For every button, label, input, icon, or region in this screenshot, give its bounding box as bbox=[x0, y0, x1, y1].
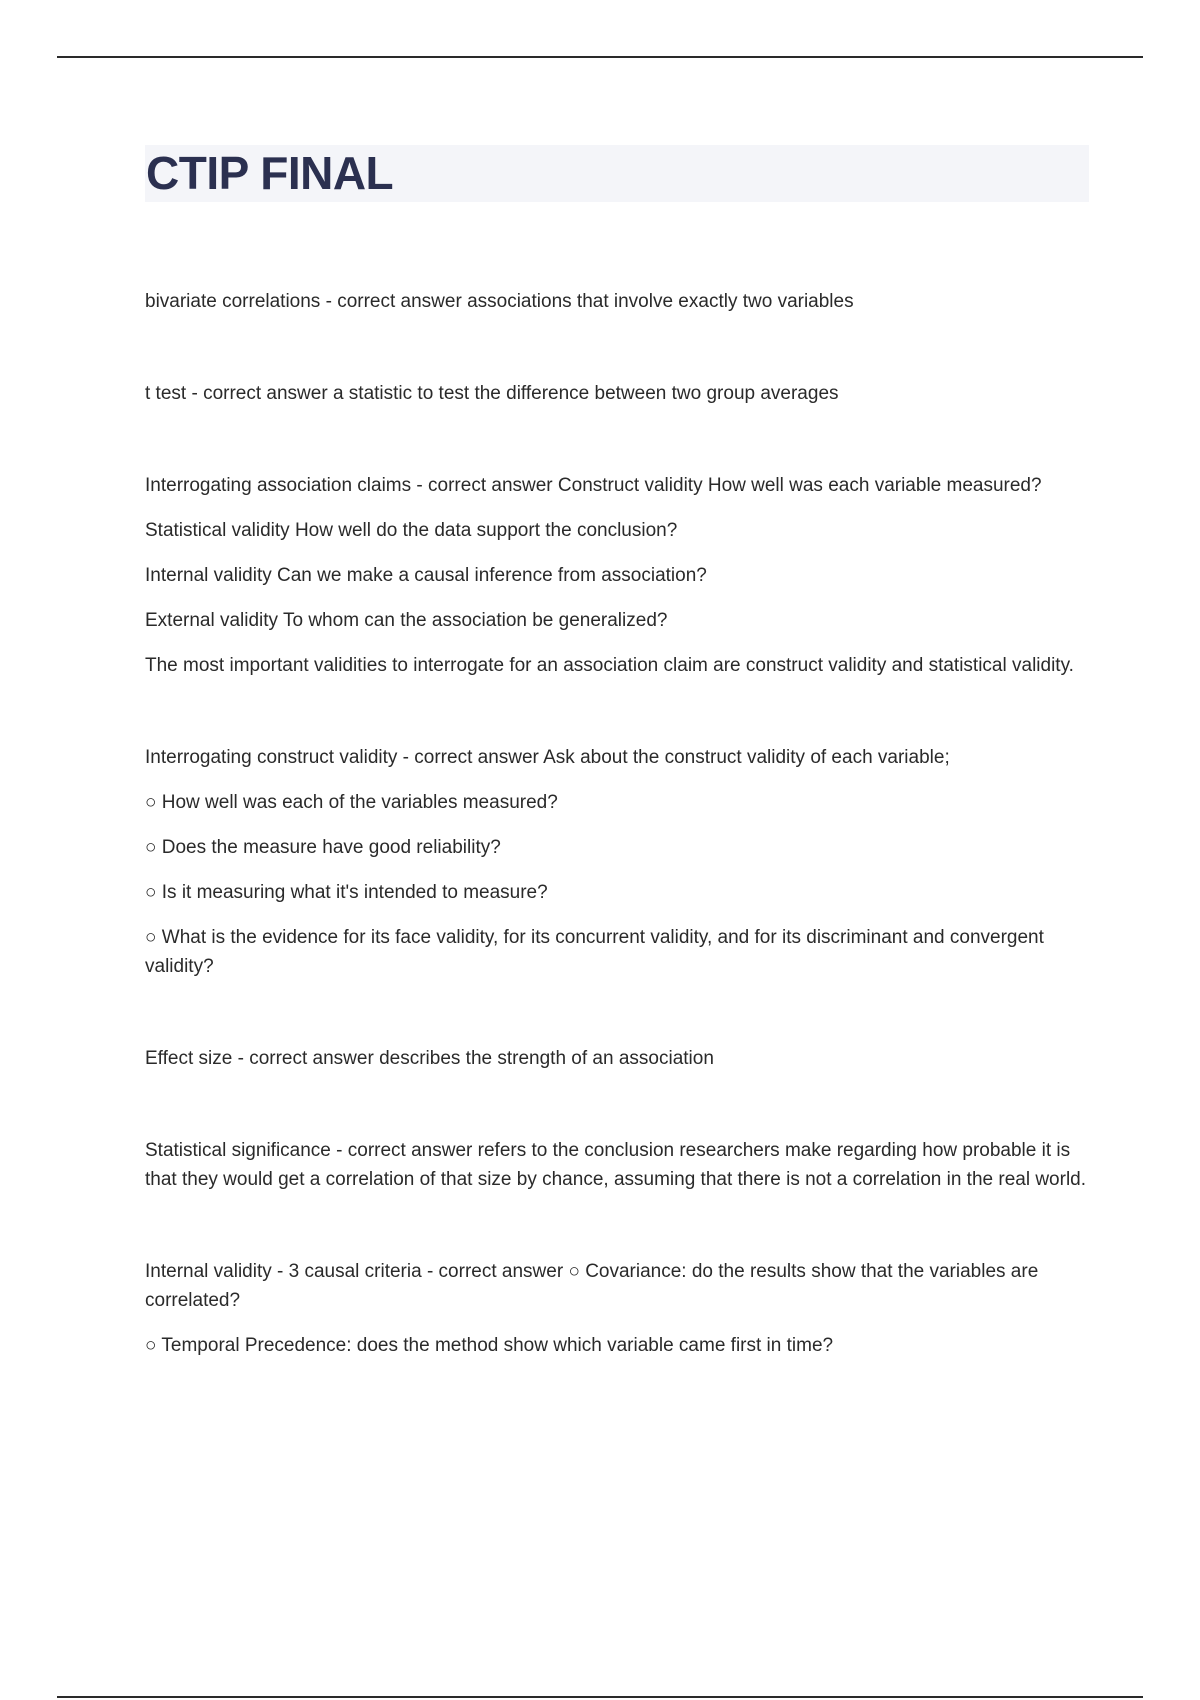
entry-term: t test bbox=[145, 383, 187, 404]
flashcard-entry bbox=[145, 1136, 1089, 1194]
entry-separator: - correct answer bbox=[232, 1048, 380, 1069]
entry-separator: - correct answer bbox=[411, 475, 558, 496]
entry-first-line bbox=[145, 1257, 1089, 1315]
entry-bullet-line: ○ What is the evidence for its face validity, for its concurrent validity, and for its discriminant and convergent validity? bbox=[145, 927, 1044, 977]
entry-answer: a statistic to test the difference between two group averages bbox=[332, 383, 839, 404]
entry-first-line bbox=[145, 1044, 1089, 1073]
footer-rule bbox=[57, 1696, 1143, 1698]
entry-first-line bbox=[145, 379, 1089, 408]
flashcard-entry bbox=[145, 1257, 1089, 1360]
entry-answer-line: Internal validity Can we make a causal inference from association? bbox=[145, 565, 707, 586]
entry-separator: - correct answer bbox=[330, 1140, 478, 1161]
entry-answer: refers to the conclusion researchers make regarding how probable it is that they would get a correlation of that size by chance, assuming that there is not a correlation in the real world. bbox=[145, 1140, 1087, 1190]
entry-first-line bbox=[145, 743, 1089, 772]
entry-term: Interrogating association claims bbox=[145, 475, 412, 496]
entry-term: bivariate correlations bbox=[145, 291, 321, 312]
entry-bullet-line: ○ Does the measure have good reliability? bbox=[145, 837, 501, 858]
entry-bullet-line: ○ Is it measuring what it's intended to measure? bbox=[145, 882, 548, 903]
entry-term: Internal validity - 3 causal criteria bbox=[145, 1261, 422, 1282]
flashcard-entry bbox=[145, 287, 1089, 316]
entry-answer: ○ Covariance: do the results show that the variables are correlated? bbox=[145, 1261, 1039, 1311]
entry-answer: Ask about the construct validity of each variable; bbox=[543, 747, 950, 768]
entry-first-line bbox=[145, 1136, 1089, 1194]
entry-answer: Construct validity How well was each variable measured? bbox=[557, 475, 1042, 496]
entry-separator: - correct answer bbox=[186, 383, 333, 404]
entry-answer: associations that involve exactly two variables bbox=[467, 291, 854, 312]
entry-term: Interrogating construct validity bbox=[145, 747, 398, 768]
flashcard-entry bbox=[145, 1044, 1089, 1073]
entry-separator: - correct answer bbox=[320, 291, 468, 312]
entry-answer-line: The most important validities to interrogate for an association claim are construct validity and statistical validity. bbox=[145, 655, 1074, 676]
document-title: CTIP FINAL bbox=[146, 147, 394, 199]
entry-bullet-line: ○ How well was each of the variables measured? bbox=[145, 792, 558, 813]
entry-answer-line: External validity To whom can the association be generalized? bbox=[145, 610, 668, 631]
header-rule bbox=[57, 56, 1143, 58]
flashcard-entry bbox=[145, 471, 1089, 680]
entry-first-line bbox=[145, 471, 1089, 500]
entry-separator: - correct answer bbox=[397, 747, 544, 768]
entry-term: Statistical significance bbox=[145, 1140, 331, 1161]
entry-bullet-line: ○ Temporal Precedence: does the method show which variable came first in time? bbox=[145, 1335, 834, 1356]
flashcard-entry bbox=[145, 379, 1089, 408]
flashcard-entry bbox=[145, 743, 1089, 981]
entry-answer: describes the strength of an association bbox=[379, 1048, 714, 1069]
entry-term: Effect size bbox=[145, 1048, 233, 1069]
entry-separator: - correct answer bbox=[421, 1261, 569, 1282]
entry-first-line bbox=[145, 287, 1089, 316]
flashcard-list bbox=[145, 287, 1089, 1360]
entry-answer-line: Statistical validity How well do the data support the conclusion? bbox=[145, 520, 678, 541]
